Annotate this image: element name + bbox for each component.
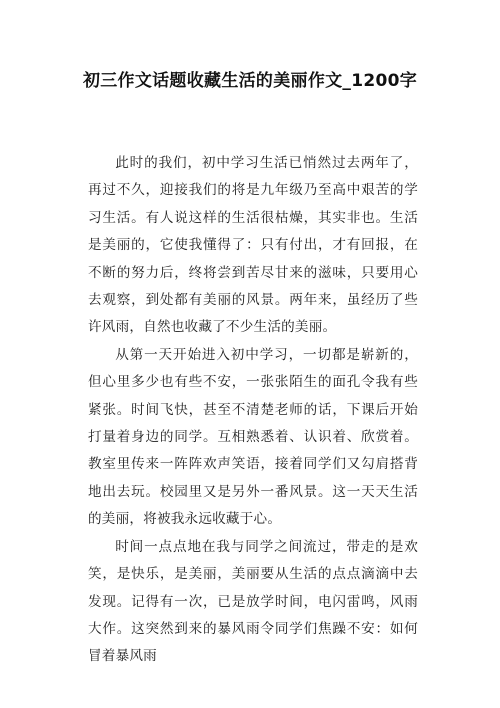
paragraph-2: 从第一天开始进入初中学习，一切都是崭新的，但心里多少也有些不安，一张张陌生的面孔令我有些紧张。时间飞快，甚至不清楚老师的话，下课后开始打量着身边的同学。互相熟悉着、认识着、欣赏着。教室里传来一阵阵欢声笑语，接着同学们又勾肩搭背地出去玩。校园里又是另外一番风景。这一天天生活的美丽，将被我永远收藏于心。 [88,346,418,528]
paragraph-1: 此时的我们，初中学习生活已悄然过去两年了，再过不久，迎接我们的将是九年级乃至高中艰苦的学习生活。有人说这样的生活很枯燥，其实非也。生活是美丽的，它使我懂得了：只有付出，才有回报，在不断的努力后，终将尝到苦尽甘来的滋味，只要用心去观察，到处都有美丽的风景。两年来，虽经历了些许风雨，自然也收藏了不少生活的美丽。 [88,155,418,336]
document-body [88,150,418,671]
document-title: 初三作文话题收藏生活的美丽作文_1200字 [82,71,418,91]
paragraph-3: 时间一点点地在我与同学之间流过，带走的是欢笑，是快乐，是美丽，美丽要从生活的点点滴滴中去发现。记得有一次，已是放学时间，电闪雷鸣，风雨大作。这突然到来的暴风雨令同学们焦躁不安：如何冒着暴风雨 [88,538,418,665]
